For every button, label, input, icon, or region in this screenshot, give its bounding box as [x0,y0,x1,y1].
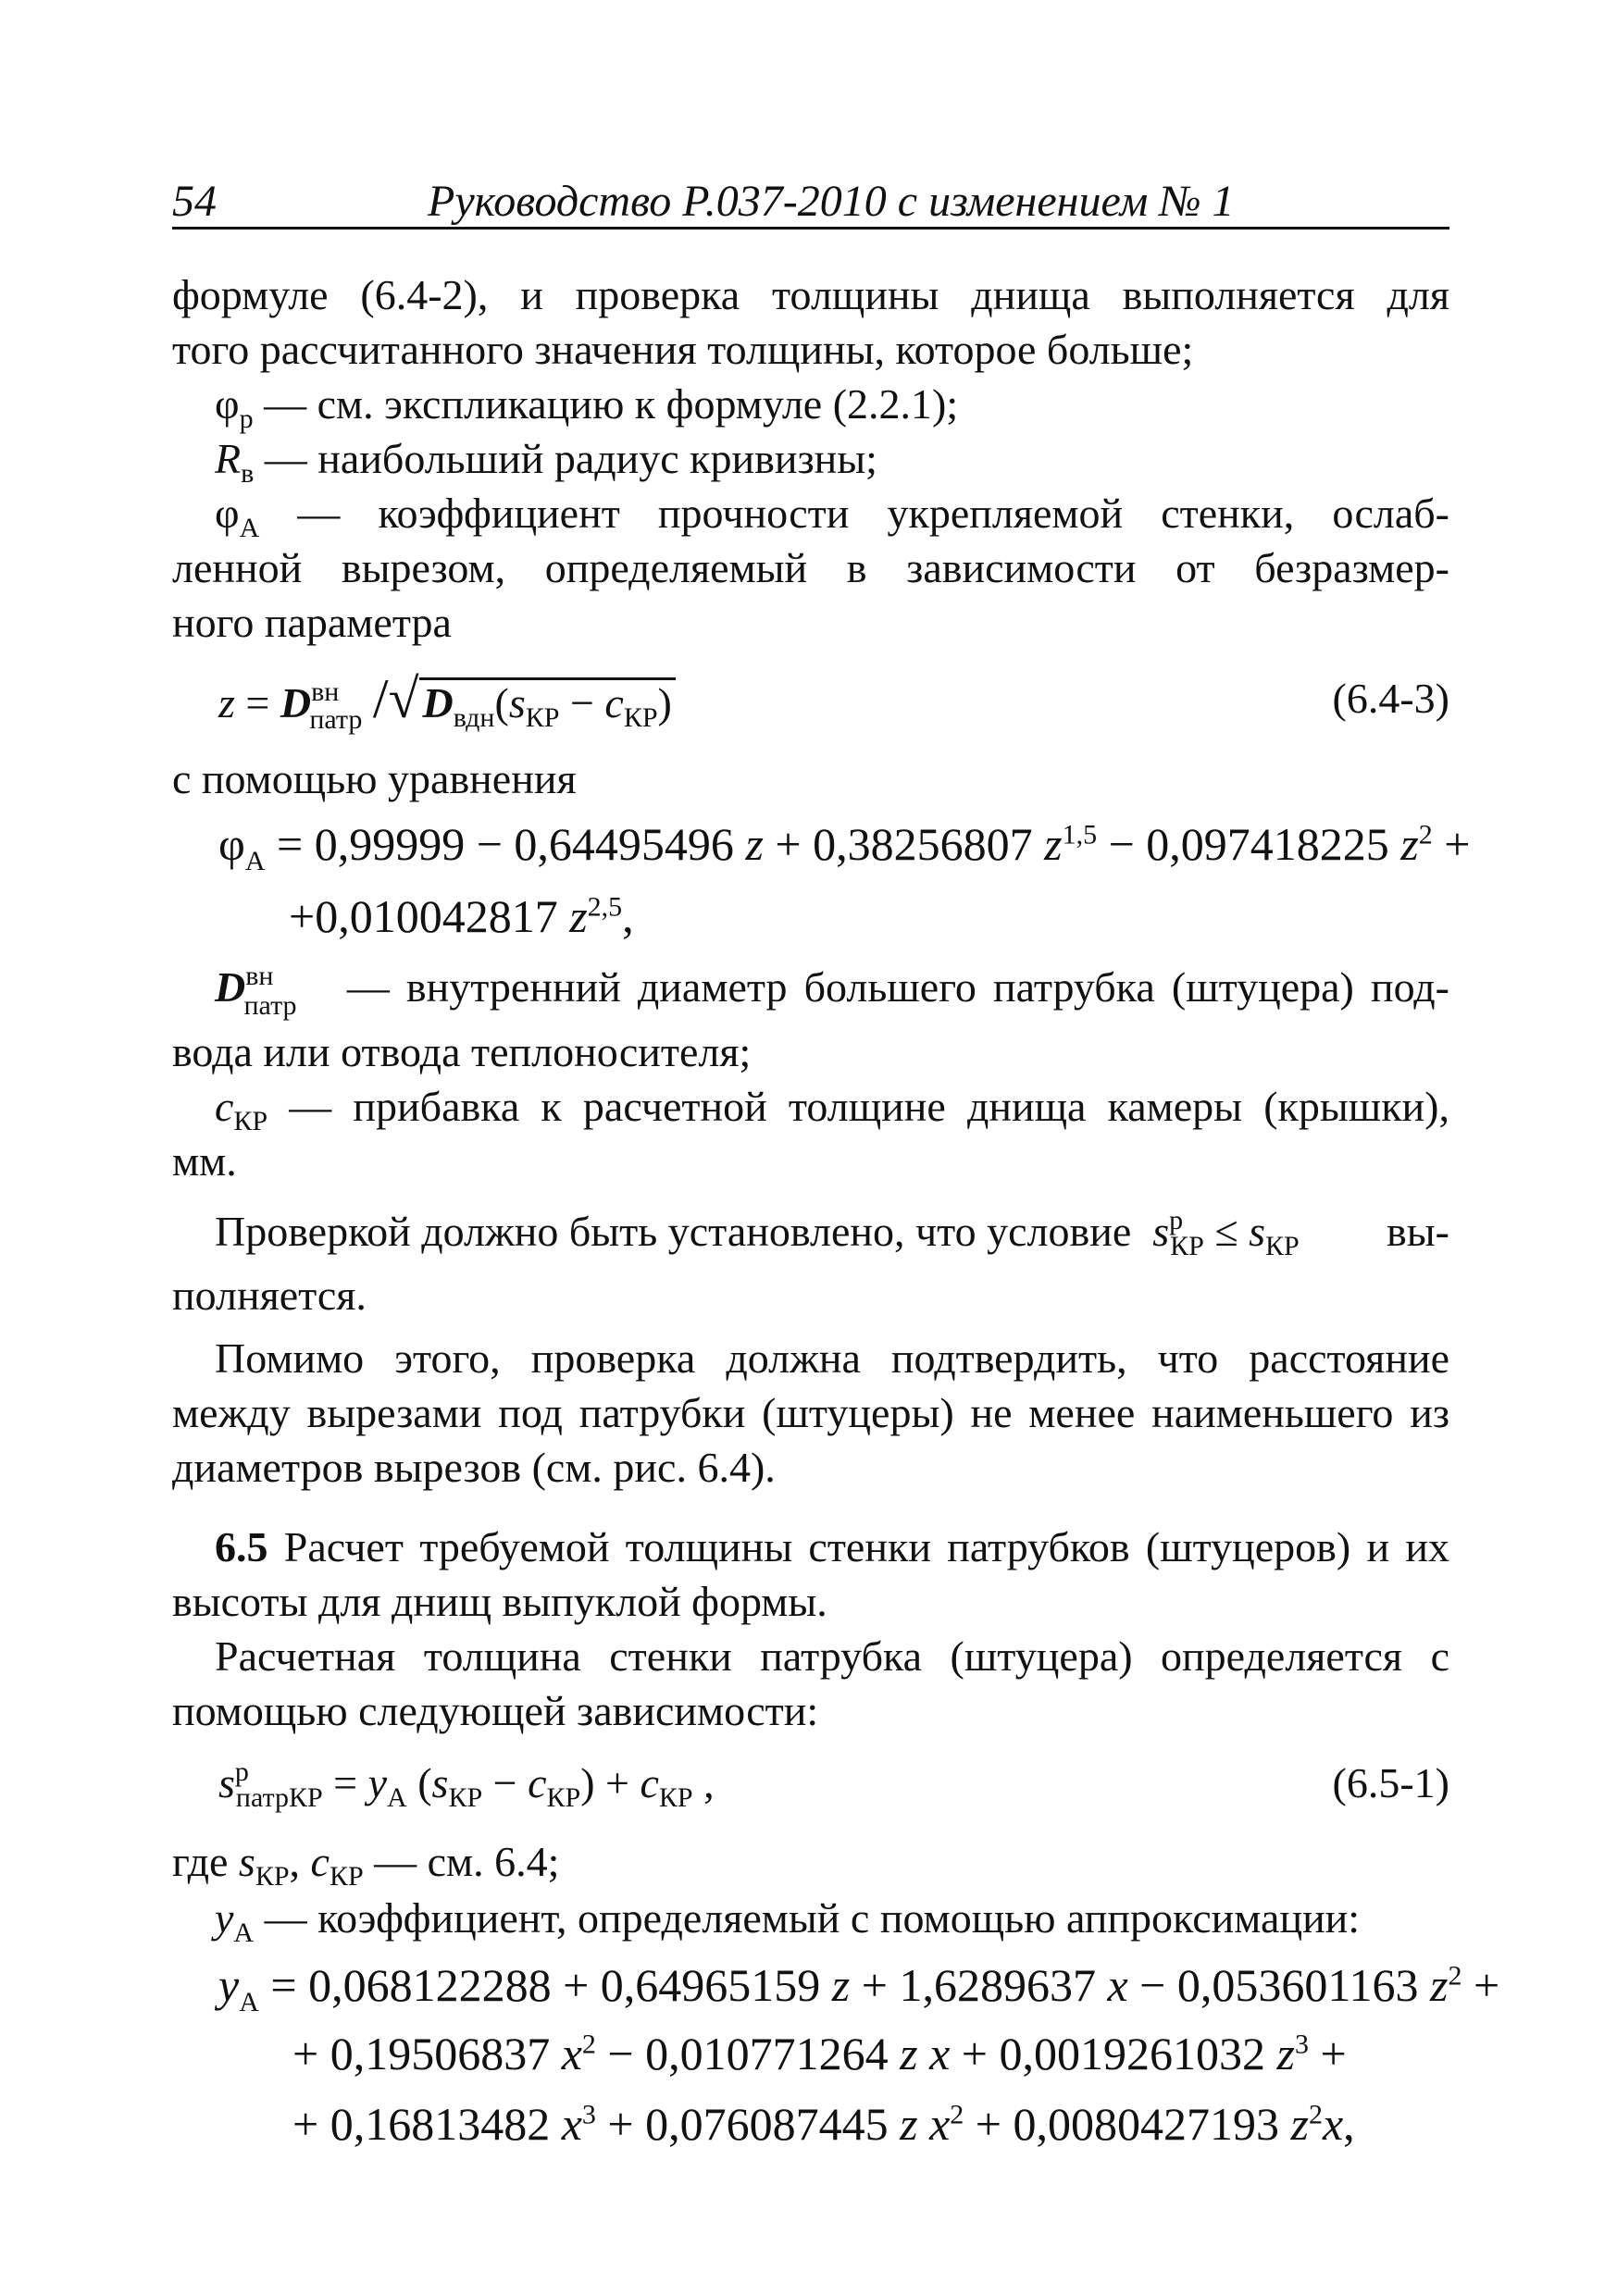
section-heading-6-5: 6.5 Расчет требуемой толщины стенки патрубков (штуцеров) и их [215,1523,1449,1570]
text-line: полняется. [172,1272,367,1319]
definition-phi-a: $\varphi_А$ — коэффициент прочности укрепляемой стенки, ослаб- [215,490,1449,544]
section-number: 6.5 [215,1523,268,1570]
formula-6-4-3: $z = D^{вн}_{патр}$ $/√D_{вдн}(s_{КР} - c_{КР})$ (6.4-3) [218,668,1449,735]
text-line: диаметров вырезов (см. рис. 6.4). [172,1444,776,1491]
formula-6-5-1: $s^р_{патрКР} = y_А$ $(s_{КР} - c_{КР}) + c_{КР}$ , (6.5-1) [218,1756,1449,1814]
formula-y-a-line2: + 0,19506837 $x^2 - 0,010771264$ z x + 0,0019261032 $z^3$ + [292,2028,1347,2079]
page-number: 54 [172,177,217,226]
formula-y-a-line1: $y_А = 0,068122288 + 0,64965159$ z + 1,6289637 x − 0,053601163 $z^2$ + [218,1959,1500,2017]
definition-d-patr: $D^{вн}_{патр}$ — внутренний диаметр большего патрубка (штуцера) под- [215,961,1449,1021]
text-line: того рассчитанного значения толщины, которое больше; [172,326,1194,373]
definition-phi-p: $\varphi_р$ — см. экспликацию к формуле (2.2.1); [215,380,959,435]
header-title: Руководство Р.037-2010 с изменением № 1 [428,177,1235,226]
definition-y-a: $y_А$ — коэффициент, определяемый с помощью аппроксимации: [215,1894,1361,1949]
definition-r-v: $R_в$ — наибольший радиус кривизны; [215,435,877,490]
formula-phi-a-line1: $\varphi_А = 0,99999 - 0,64495496$ z + 0,38256807 $z^{1,5} - 0,097418225$ $z^2$ + [218,818,1471,876]
text-line: вода или отвода теплоносителя; [172,1028,752,1075]
running-header [172,176,1449,228]
check-condition-line: Проверкой должно быть установлено, что условие $s^р_{КР} \le s_{КР}$ вы- [215,1205,1449,1262]
definition-c-kr: $c_{КР}$ — прибавка к расчетной толщине днища камеры (крышки), [215,1083,1449,1137]
text-line: Расчетная толщина стенки патрубка (штуцера) определяется с [215,1632,1449,1680]
text-line: Помимо этого, проверка должна подтвердить, что расстояние [215,1334,1449,1382]
text-line: между вырезами под патрубки (штуцеры) не менее наименьшего из [172,1389,1449,1436]
text-line: помощью следующей зависимости: [172,1687,819,1734]
equation-number: (6.5-1) [1332,1759,1449,1806]
formula-phi-a-line2: +0,010042817 $z^{2,5}$, [289,890,634,942]
text-line: высоты для днищ выпуклой формы. [172,1578,827,1625]
text-line: мм. [172,1137,237,1185]
text-line: формуле (6.4-2), и проверка толщины днища выполняется для [172,271,1449,318]
formula-y-a-line3: + 0,16813482 $x^3 + 0,076087445$ z $x^2 + 0,0080427193$ $z^2x$, [292,2098,1355,2150]
text-line: с помощью уравнения [172,755,577,802]
header-rule [172,227,1449,230]
where-line: где $s_{КР}$, $c_{КР}$ — см. 6.4; [172,1838,560,1893]
equation-number: (6.4-3) [1332,675,1449,722]
text-line: ленной вырезом, определяемый в зависимости от безразмер- [172,544,1449,591]
text-line: ного параметра [172,599,452,646]
